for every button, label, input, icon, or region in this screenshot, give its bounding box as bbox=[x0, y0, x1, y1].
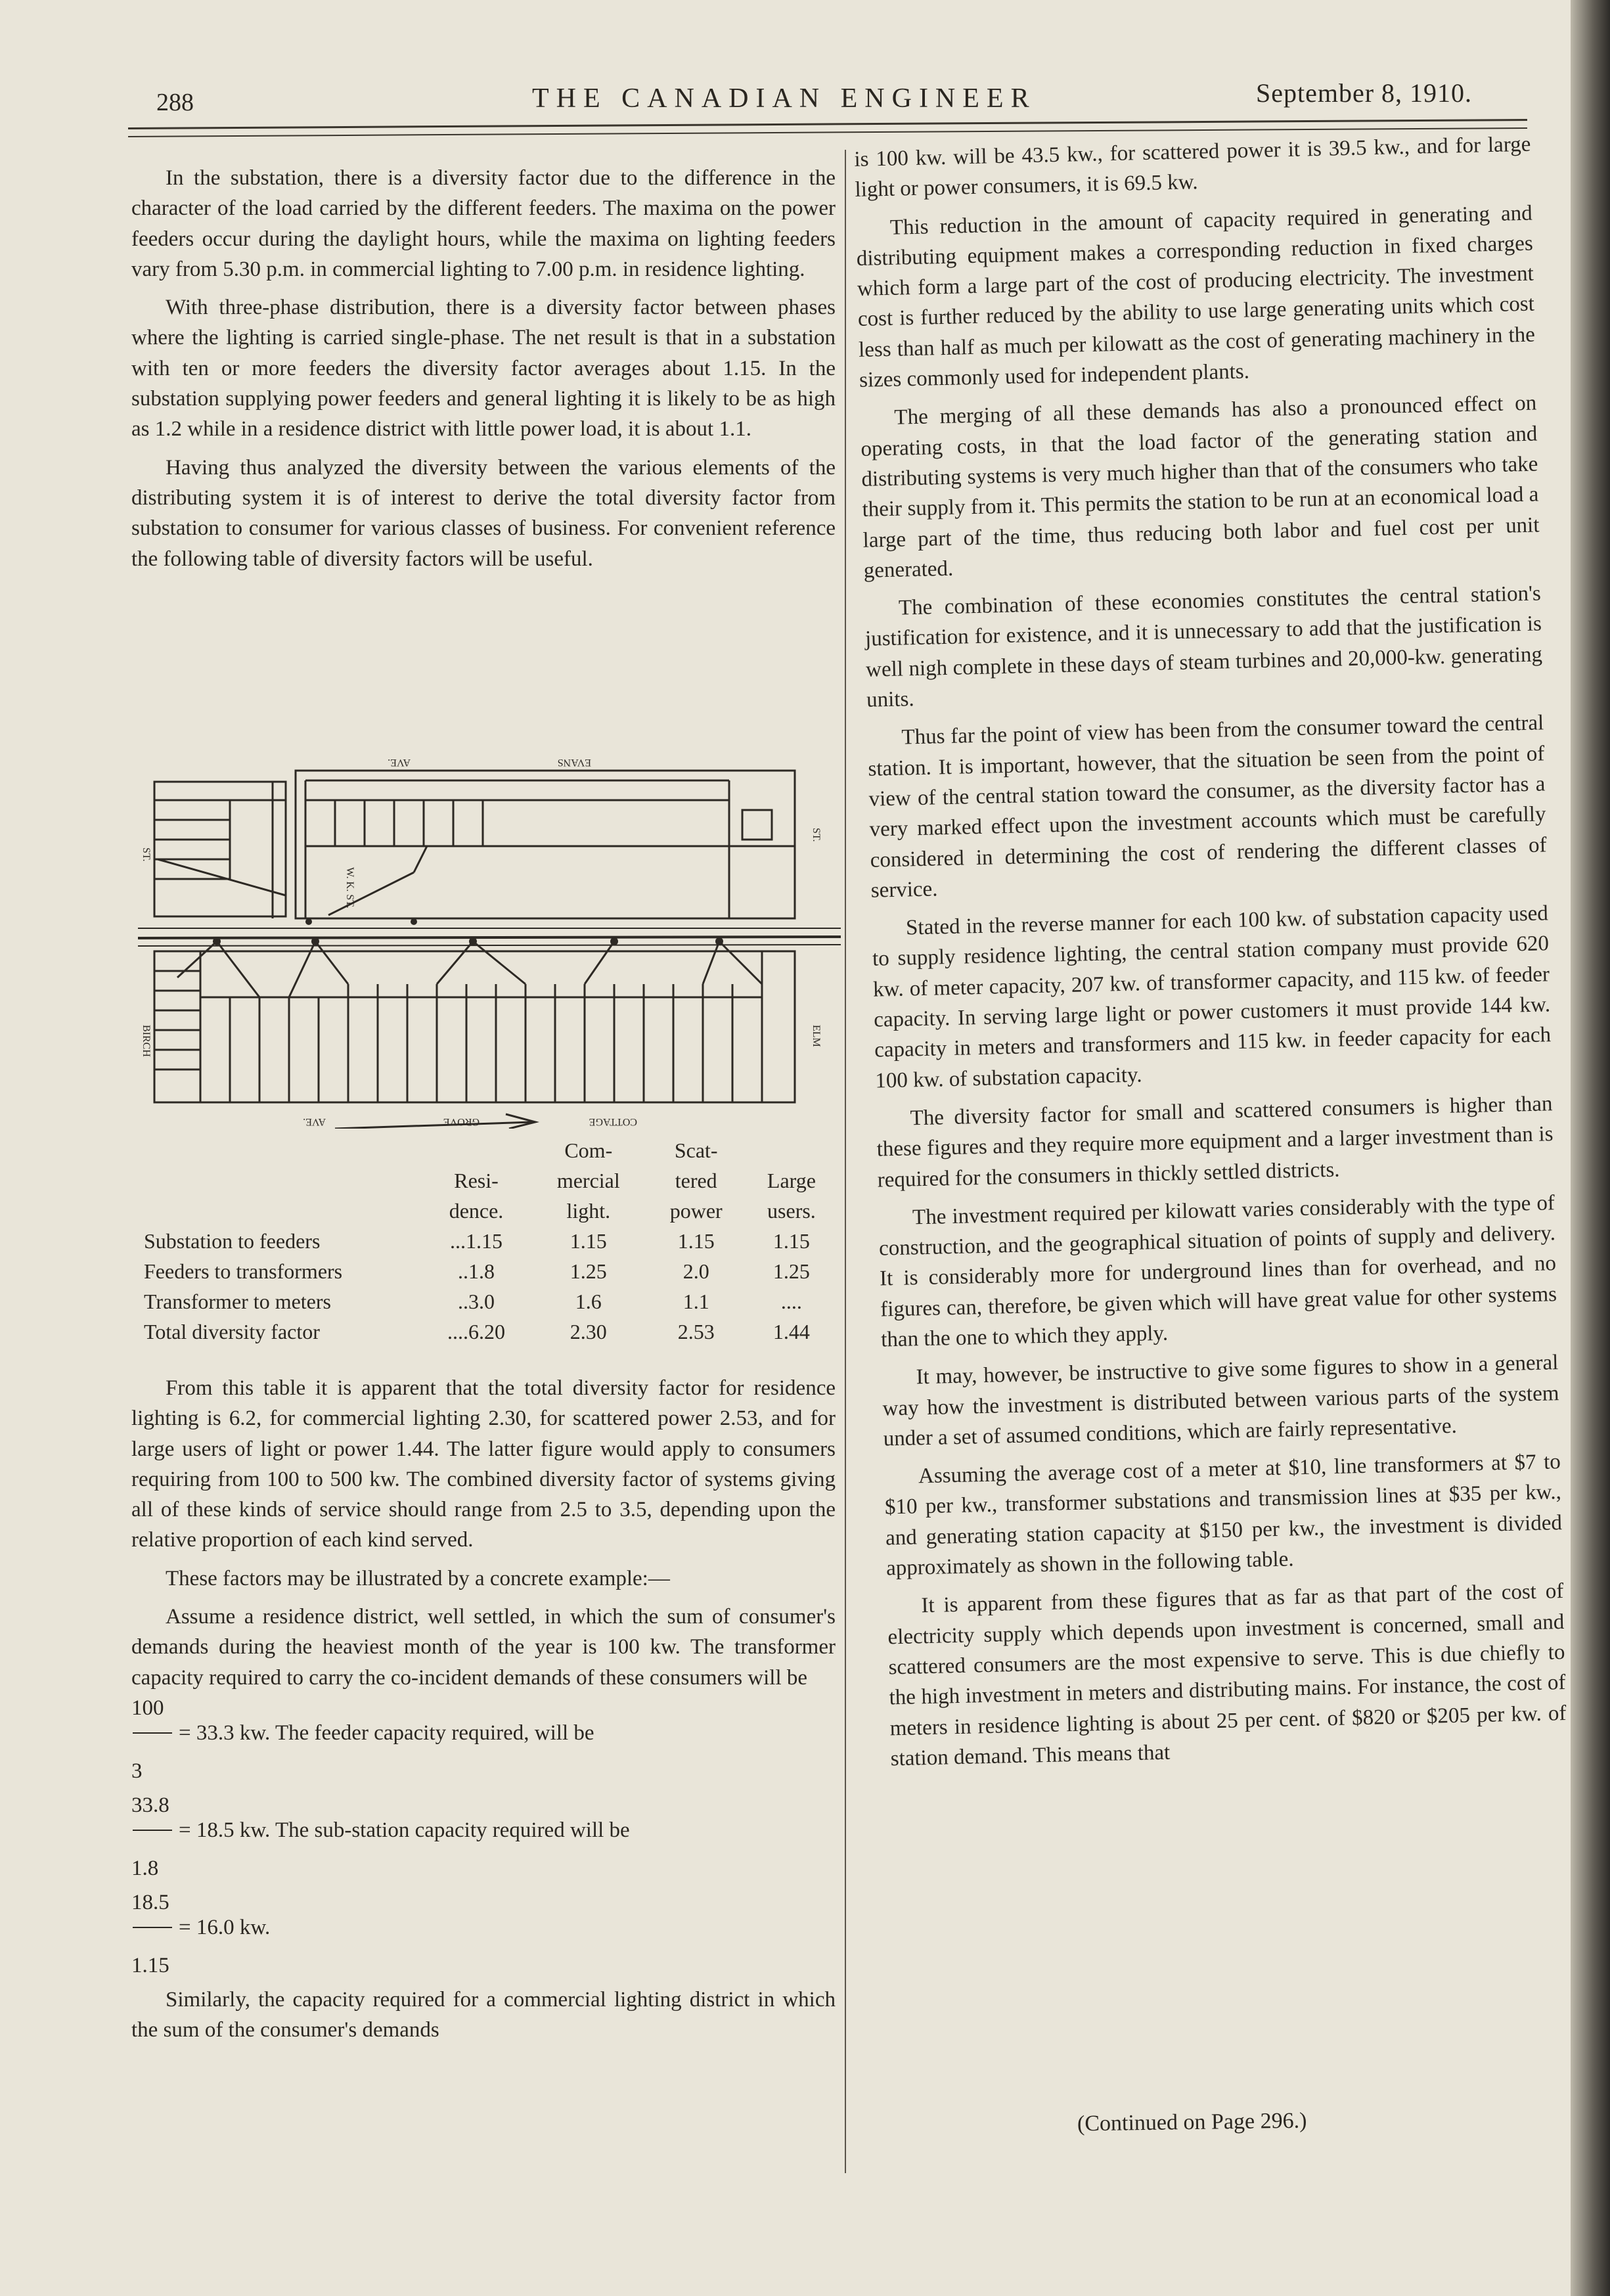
paragraph: The investment required per kilowatt varies considerably with the type of construction, and the geographical situation of points of supply and delivery. It is considerably more for underground lines than for overhead, and no figures can, therefore, be given which will have great value for other systems than the one to which they apply. bbox=[878, 1191, 1557, 1352]
paragraph: Assuming the average cost of a meter at $10, line transformers at $7 to $10 per kw., transformer substations and transmission lines at $35 per kw., and generating station capacity at $150 per kw., the investment is divided approximately as shown in the following table. bbox=[884, 1450, 1563, 1581]
paragraph: The diversity factor for small and scattered consumers is higher than these figures and they require more equipment and a larger investment than is required for the consumers in thickly settled districts. bbox=[876, 1092, 1554, 1192]
column-header-residence: Resi- dence. bbox=[449, 1169, 504, 1223]
equation-denominator: 1.8 bbox=[131, 1856, 159, 1880]
pole-marker bbox=[715, 937, 723, 945]
equation-numerator: 18.5 bbox=[131, 1890, 169, 1914]
table-cell: ....6.20 bbox=[447, 1320, 505, 1343]
distribution-map-figure bbox=[138, 754, 841, 1129]
table-cell: .... bbox=[780, 1290, 802, 1313]
equation bbox=[131, 1887, 836, 1985]
column-header-commercial: Com- mercial light. bbox=[556, 1138, 620, 1223]
page-binding-edge bbox=[1571, 0, 1610, 2296]
paragraph: Similarly, the capacity required for a commercial lighting district in which the sum of the consumer's demands bbox=[131, 1987, 836, 2042]
fraction-bar bbox=[133, 1732, 172, 1734]
paragraph: is 100 kw. will be 43.5 kw., for scattered power it is 39.5 kw., and for large light or power consumers, it is 69.5 kw. bbox=[854, 132, 1531, 202]
street-label-bottom-right: COTTAGE bbox=[589, 1116, 637, 1127]
table-cell: 1.15 bbox=[677, 1229, 715, 1253]
paragraph: This reduction in the amount of capacity required in generating and distributing equipment makes a corresponding reduction in fixed charges which form a large part of the cost of producing electricity. The investment cost is further reduced by the ability to use large generating units which cost less than half as much per kilowatt as the cost of generating machinery in the sizes commonly used for independent plants. bbox=[856, 201, 1536, 392]
paragraph: These factors may be illustrated by a concrete example:— bbox=[166, 1566, 670, 1590]
paragraph: With three-phase distribution, there is a diversity factor between phases where the lighting is carried single-phase. The net result is that in a substation with ten or more feeders the diversity factor averages about 1.15. In the substation supplying power feeders and general lighting it is likely to be as high as 1.2 while in a residence district with little power load, it is about 1.1. bbox=[131, 296, 836, 441]
paragraph: It may, however, be instructive to give some figures to show in a general way how the investment is distributed between various parts of the system under a set of assumed conditions, which are fairly representative. bbox=[882, 1351, 1559, 1451]
street-label-right-upper: ST. bbox=[811, 828, 822, 842]
table-row bbox=[141, 1256, 838, 1286]
paragraph: Stated in the reverse manner for each 100 kw. of substation capacity used to supply residence lighting, the central station company must provide 620 kw. of meter capacity, 207 kw. of transformer capacity, and 115 kw. of feeder capacity. In serving large light or power customers it must provide 144 kw. capacity in meters and transformers and 115 kw. in feeder capacity for each 100 kw. of substation capacity. bbox=[872, 901, 1552, 1093]
paragraph: From this table it is apparent that the total diversity factor for residence lighting is 6.2, for commercial lighting 2.30, for scattered power 2.53, and for large users of light or power 1.44. The latter figure would apply to consumers requiring from 100 to 500 kw. The combined diversity factor of systems giving all of these kinds of service should range from 2.5 to 3.5, depending upon the relative proportion of each kind served. bbox=[131, 1376, 836, 1552]
diversity-factor-table bbox=[141, 1135, 838, 1347]
table-cell: 2.0 bbox=[682, 1259, 709, 1283]
row-label: Transformer to meters bbox=[144, 1290, 331, 1313]
street-label-bottom-mid: GROVE bbox=[443, 1116, 480, 1127]
row-label: Substation to feeders bbox=[144, 1229, 321, 1253]
upper-left-block bbox=[154, 782, 286, 916]
publication-title: THE CANADIAN ENGINEER bbox=[532, 83, 1037, 114]
table-cell: 2.53 bbox=[677, 1320, 715, 1343]
table-cell: ..3.0 bbox=[458, 1290, 495, 1313]
left-column-example bbox=[131, 1373, 836, 2054]
equation-result: = 18.5 kw. The sub-station capacity required will be bbox=[179, 1818, 630, 1842]
street-label-top-right: EVANS bbox=[557, 757, 591, 768]
row-label: Total diversity factor bbox=[144, 1320, 320, 1343]
equation bbox=[131, 1790, 836, 1887]
paragraph: The combination of these economies constitutes the central station's justification for existence, and it is unnecessary to add that the justification is well nigh complete in these days of steam turbines and 20,000-kw. generating units. bbox=[864, 581, 1543, 712]
street-label-right-lower: ELM bbox=[811, 1025, 822, 1047]
right-column bbox=[854, 129, 1567, 1782]
table-cell: 1.25 bbox=[772, 1259, 810, 1283]
page-number: 288 bbox=[156, 89, 194, 116]
continued-notice: (Continued on Page 296.) bbox=[1077, 2108, 1307, 2136]
street-label-mid: W. K. ST. bbox=[344, 867, 355, 909]
table-cell: 1.15 bbox=[570, 1229, 607, 1253]
equation-numerator: 100 bbox=[131, 1696, 164, 1720]
street-label-left-upper: ST. bbox=[141, 847, 152, 862]
pole-marker bbox=[469, 937, 477, 945]
pole-marker bbox=[213, 937, 221, 945]
column-divider bbox=[845, 150, 846, 2173]
table-cell: 1.44 bbox=[772, 1320, 810, 1343]
paragraph: Thus far the point of view has been from the consumer toward the central station. It is important, however, that the situation be seen from the point of view of the central station toward the consumer, as the diversity factor has a very marked effect upon the investment accounts which must be carefully considered in determining the cost of rendering the different classes of service. bbox=[868, 711, 1547, 903]
paragraph: Having thus analyzed the diversity between the various elements of the distributing system it is of interest to derive the total diversity factor from substation to consumer for various classes of business. For convenient reference the following table of diversity factors will be useful. bbox=[131, 455, 836, 571]
column-header-scattered: Scat- tered power bbox=[669, 1138, 723, 1223]
column-header-large-users: Large users. bbox=[767, 1169, 816, 1223]
equation-numerator: 33.8 bbox=[131, 1793, 169, 1817]
street-label-top-left: AVE. bbox=[388, 757, 411, 768]
upper-block bbox=[296, 771, 795, 918]
table-cell: 1.25 bbox=[570, 1259, 607, 1283]
transformer-marker bbox=[411, 918, 417, 925]
table-cell: ..1.8 bbox=[458, 1259, 495, 1283]
table-cell: 2.30 bbox=[570, 1320, 607, 1343]
paragraph: The merging of all these demands has also a pronounced effect on operating costs, in that the load factor of the generating station and distributing systems is very much higher than that of the consumers who take their supply from it. This permits the station to be run at an economical load a large part of the time, thus reducing both labor and fuel cost per unit generated. bbox=[861, 391, 1540, 583]
equation-result: = 16.0 kw. bbox=[179, 1915, 271, 1939]
equation bbox=[131, 1693, 836, 1790]
fraction-bar bbox=[133, 1927, 172, 1928]
table-cell: 1.15 bbox=[772, 1229, 810, 1253]
table-header-blank bbox=[141, 1135, 422, 1226]
table-cell: 1.1 bbox=[682, 1290, 709, 1313]
lower-block bbox=[154, 951, 795, 1102]
issue-date: September 8, 1910. bbox=[1256, 78, 1473, 108]
page-header bbox=[0, 71, 1537, 124]
paragraph: In the substation, there is a diversity factor due to the difference in the character of the load carried by the different feeders. The maxima on the power feeders occur during the daylight hours, while the maxima on lighting feeders vary from 5.30 p.m. in commercial lighting to 7.00 p.m. in residence lighting. bbox=[131, 166, 836, 281]
fraction-bar bbox=[133, 1830, 172, 1831]
table-header-row bbox=[141, 1135, 838, 1226]
row-label: Feeders to transformers bbox=[144, 1259, 343, 1283]
table-cell: ...1.15 bbox=[450, 1229, 503, 1253]
equation-result: = 33.3 kw. The feeder capacity required, will be bbox=[179, 1721, 594, 1745]
table-row bbox=[141, 1226, 838, 1256]
table-cell: 1.6 bbox=[575, 1290, 602, 1313]
pole-marker bbox=[311, 937, 319, 945]
equation-denominator: 3 bbox=[131, 1759, 143, 1783]
table-row bbox=[141, 1286, 838, 1317]
table-row bbox=[141, 1317, 838, 1347]
transformer-marker bbox=[305, 918, 312, 925]
equation-denominator: 1.15 bbox=[131, 1953, 169, 1977]
left-column-intro bbox=[131, 163, 836, 582]
pole-marker bbox=[610, 937, 618, 945]
paragraph: Assume a residence district, well settled, in which the sum of consumer's demands during the heaviest month of the year is 100 kw. The transformer capacity required to carry the co-incident demands of these consumers will be bbox=[131, 1605, 836, 1690]
paragraph: It is apparent from these figures that as far as that part of the cost of electricity supply which depends upon investment is concerned, small and scattered consumers are the most expensive to serve. This is due chiefly to the high investment in meters and distributing mains. For instance, the cost of meters in residence lighting is about 25 per cent. of $820 or $205 per kw. of station demand. This means that bbox=[887, 1579, 1567, 1771]
street-label-left-lower: BIRCH bbox=[141, 1025, 152, 1057]
street-label-bottom-left: AVE. bbox=[303, 1116, 326, 1127]
distribution-map-diagram bbox=[138, 754, 841, 1129]
